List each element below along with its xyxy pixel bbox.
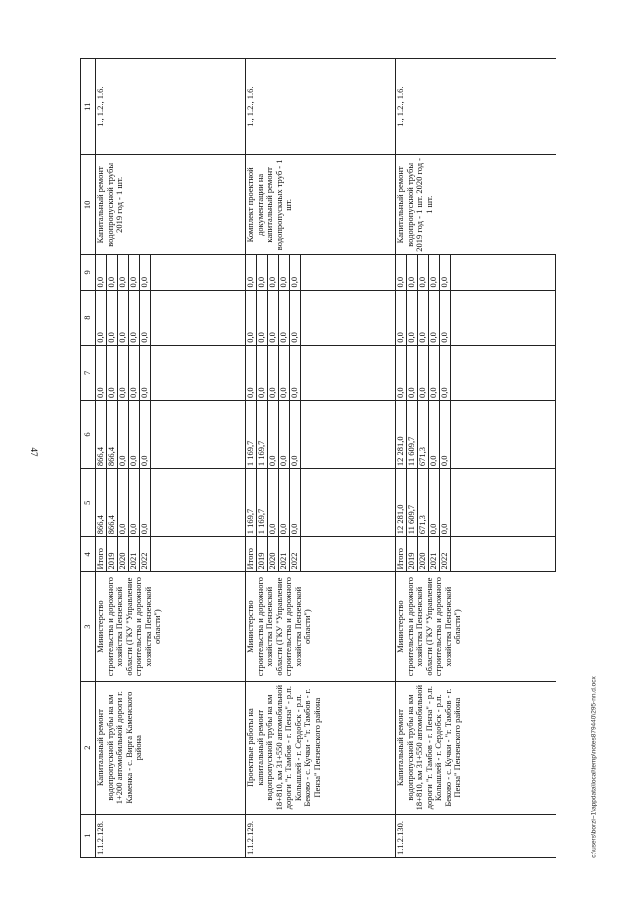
- amount-cell-c7: 0,0: [290, 345, 301, 400]
- activity-name-cell: Капитальный ремонт водопропускной трубы на км 18+810, км 31+550 автомобильной дороги "г. Тамбов - г. Пенза" - р.п. Колышлей - г. Сердобск - р.п. Беково - с. Кучки - "г. Тамбов - г. Пенза" Пензенского района: [396, 681, 556, 814]
- amount-cell-c9: 0,0: [107, 255, 118, 290]
- empty-cell: [301, 290, 396, 345]
- result-cell: Капитальный ремонт водопропускной трубы 2019 год - 1 шт. 2020 год - 1 шт.: [396, 155, 556, 255]
- activity-code-cell: 1.1.2.128.: [96, 814, 246, 857]
- amount-cell-c9: 0,0: [118, 255, 129, 290]
- empty-cell: [301, 345, 396, 400]
- table-row: [246, 59, 257, 858]
- amount-cell-c6: 0,0: [118, 400, 129, 468]
- footer-file-path: c:\users\borzi~1\appdata\local\temp\notes879440\295-nn.d.ocx: [590, 676, 598, 858]
- amount-cell-c7: 0,0: [407, 345, 418, 400]
- year-cell: Итого: [96, 537, 107, 572]
- executor-cell: Министерство строительства и дорожного хозяйства Пензенской области (ГКУ "Управление строительства и дорожного хозяйства Пензенской области"): [246, 572, 396, 681]
- amount-cell-c5: 0,0: [429, 469, 440, 537]
- amount-cell-c6: 866,4: [107, 400, 118, 468]
- amount-cell-c7: 0,0: [418, 345, 429, 400]
- program-activities-table: [80, 58, 556, 858]
- amount-cell-c7: 0,0: [129, 345, 140, 400]
- amount-cell-c6: 0,0: [279, 400, 290, 468]
- col-header-9: 9: [81, 255, 96, 290]
- page-number: 47: [29, 447, 39, 457]
- amount-cell-c8: 0,0: [440, 290, 451, 345]
- amount-cell-c8: 0,0: [107, 290, 118, 345]
- amount-cell-c5: 1 169,7: [257, 469, 268, 537]
- result-cell: Капитальный ремонт водопропускной трубы 2019 год - 1 шт.: [96, 155, 246, 255]
- result-cell: Комплект проектной документации на капитальный ремонт водопропускных труб - 1 шт.: [246, 155, 396, 255]
- amount-cell-c6: 1 169,7: [246, 400, 257, 468]
- amount-cell-c8: 0,0: [290, 290, 301, 345]
- indicator-ref-cell: 1., 1.2., 1.6.: [246, 59, 396, 155]
- amount-cell-c5: 0,0: [129, 469, 140, 537]
- empty-cell: [151, 290, 246, 345]
- amount-cell-c6: 671,3: [418, 400, 429, 468]
- year-cell: 2022: [140, 537, 151, 572]
- executor-cell: Министерство строительства и дорожного хозяйства Пензенской области (ГКУ "Управление строительства и дорожного хозяйства Пензенской области"): [96, 572, 246, 681]
- amount-cell-c5: 0,0: [290, 469, 301, 537]
- amount-cell-c7: 0,0: [279, 345, 290, 400]
- amount-cell-c5: 866,4: [107, 469, 118, 537]
- col-header-10: 10: [81, 155, 96, 255]
- amount-cell-c8: 0,0: [279, 290, 290, 345]
- empty-cell: [151, 345, 246, 400]
- amount-cell-c7: 0,0: [118, 345, 129, 400]
- empty-cell: [151, 255, 246, 290]
- year-cell: 2019: [257, 537, 268, 572]
- amount-cell-c9: 0,0: [396, 255, 407, 290]
- amount-cell-c9: 0,0: [407, 255, 418, 290]
- amount-cell-c6: 0,0: [140, 400, 151, 468]
- amount-cell-c6: 1 169,7: [257, 400, 268, 468]
- amount-cell-c6: 0,0: [268, 400, 279, 468]
- amount-cell-c5: 0,0: [140, 469, 151, 537]
- empty-cell: [301, 255, 396, 290]
- col-header-2: 2: [81, 681, 96, 814]
- amount-cell-c8: 0,0: [396, 290, 407, 345]
- executor-cell: Министерство строительства и дорожного хозяйства Пензенской области (ГКУ "Управление строительства и дорожного хозяйства Пензенской области"): [396, 572, 556, 681]
- amount-cell-c9: 0,0: [140, 255, 151, 290]
- amount-cell-c6: 0,0: [440, 400, 451, 468]
- empty-cell: [451, 290, 556, 345]
- amount-cell-c7: 0,0: [96, 345, 107, 400]
- indicator-ref-cell: 1., 1.2., 1.6.: [396, 59, 556, 155]
- activity-name-cell: Капитальный ремонт водопропускной трубы на км 1+200 автомобильной дороги г. Каменка - с. Вирга Каменского района: [96, 681, 246, 814]
- amount-cell-c8: 0,0: [418, 290, 429, 345]
- empty-cell: [451, 345, 556, 400]
- year-cell: 2022: [290, 537, 301, 572]
- empty-cell: [301, 400, 396, 468]
- amount-cell-c6: 0,0: [429, 400, 440, 468]
- amount-cell-c8: 0,0: [96, 290, 107, 345]
- col-header-5: 5: [81, 469, 96, 537]
- amount-cell-c7: 0,0: [140, 345, 151, 400]
- year-cell: Итого: [396, 537, 407, 572]
- table-body: [96, 59, 556, 858]
- col-header-4: 4: [81, 537, 96, 572]
- amount-cell-c5: 671,3: [418, 469, 429, 537]
- col-header-6: 6: [81, 400, 96, 468]
- empty-cell: [451, 400, 556, 468]
- amount-cell-c5: 866,4: [96, 469, 107, 537]
- amount-cell-c6: 11 609,7: [407, 400, 418, 468]
- rotated-table-container: [80, 58, 560, 858]
- year-cell: 2022: [440, 537, 451, 572]
- year-cell: 2019: [407, 537, 418, 572]
- amount-cell-c9: 0,0: [257, 255, 268, 290]
- amount-cell-c7: 0,0: [107, 345, 118, 400]
- amount-cell-c7: 0,0: [440, 345, 451, 400]
- amount-cell-c9: 0,0: [246, 255, 257, 290]
- col-header-3: 3: [81, 572, 96, 681]
- amount-cell-c9: 0,0: [129, 255, 140, 290]
- amount-cell-c8: 0,0: [140, 290, 151, 345]
- amount-cell-c7: 0,0: [268, 345, 279, 400]
- col-header-7: 7: [81, 345, 96, 400]
- amount-cell-c5: 11 609,7: [407, 469, 418, 537]
- amount-cell-c7: 0,0: [396, 345, 407, 400]
- year-cell: 2020: [418, 537, 429, 572]
- empty-cell: [151, 469, 246, 537]
- amount-cell-c5: 1 169,7: [246, 469, 257, 537]
- amount-cell-c8: 0,0: [129, 290, 140, 345]
- col-header-1: 1: [81, 814, 96, 857]
- year-cell: 2021: [129, 537, 140, 572]
- amount-cell-c5: 0,0: [279, 469, 290, 537]
- amount-cell-c8: 0,0: [268, 290, 279, 345]
- indicator-ref-cell: 1., 1.2., 1.6.: [96, 59, 246, 155]
- year-cell: 2021: [429, 537, 440, 572]
- amount-cell-c8: 0,0: [246, 290, 257, 345]
- table-row: [96, 59, 107, 858]
- amount-cell-c8: 0,0: [118, 290, 129, 345]
- amount-cell-c9: 0,0: [429, 255, 440, 290]
- empty-cell: [451, 537, 556, 572]
- amount-cell-c6: 0,0: [129, 400, 140, 468]
- amount-cell-c7: 0,0: [429, 345, 440, 400]
- activity-code-cell: 1.1.2.130.: [396, 814, 556, 857]
- empty-cell: [301, 537, 396, 572]
- year-cell: 2020: [268, 537, 279, 572]
- year-cell: 2019: [107, 537, 118, 572]
- amount-cell-c9: 0,0: [418, 255, 429, 290]
- amount-cell-c6: 866,4: [96, 400, 107, 468]
- amount-cell-c6: 0,0: [290, 400, 301, 468]
- amount-cell-c9: 0,0: [268, 255, 279, 290]
- amount-cell-c5: 12 281,0: [396, 469, 407, 537]
- column-number-row: [81, 59, 96, 858]
- year-cell: 2020: [118, 537, 129, 572]
- empty-cell: [151, 537, 246, 572]
- empty-cell: [301, 469, 396, 537]
- amount-cell-c6: 12 281,0: [396, 400, 407, 468]
- amount-cell-c9: 0,0: [440, 255, 451, 290]
- amount-cell-c9: 0,0: [290, 255, 301, 290]
- amount-cell-c5: 0,0: [440, 469, 451, 537]
- amount-cell-c5: 0,0: [268, 469, 279, 537]
- col-header-8: 8: [81, 290, 96, 345]
- amount-cell-c9: 0,0: [96, 255, 107, 290]
- amount-cell-c8: 0,0: [257, 290, 268, 345]
- amount-cell-c5: 0,0: [118, 469, 129, 537]
- amount-cell-c8: 0,0: [407, 290, 418, 345]
- empty-cell: [451, 469, 556, 537]
- year-cell: 2021: [279, 537, 290, 572]
- activity-name-cell: Проектные работы на капитальный ремонт водопропускной трубы на км 18+810, км 31+550 автомобильной дороги "г. Тамбов - г. Пенза" - р.п. Колышлей - г. Сердобск - р.п. Беково - с. Кучки - "г. Тамбов - г. Пенза" Пензенского района: [246, 681, 396, 814]
- activity-code-cell: 1.1.2.129.: [246, 814, 396, 857]
- amount-cell-c9: 0,0: [279, 255, 290, 290]
- empty-cell: [151, 400, 246, 468]
- amount-cell-c7: 0,0: [257, 345, 268, 400]
- empty-cell: [451, 255, 556, 290]
- year-cell: Итого: [246, 537, 257, 572]
- amount-cell-c8: 0,0: [429, 290, 440, 345]
- amount-cell-c7: 0,0: [246, 345, 257, 400]
- table-row: [396, 59, 407, 858]
- col-header-11: 11: [81, 59, 96, 155]
